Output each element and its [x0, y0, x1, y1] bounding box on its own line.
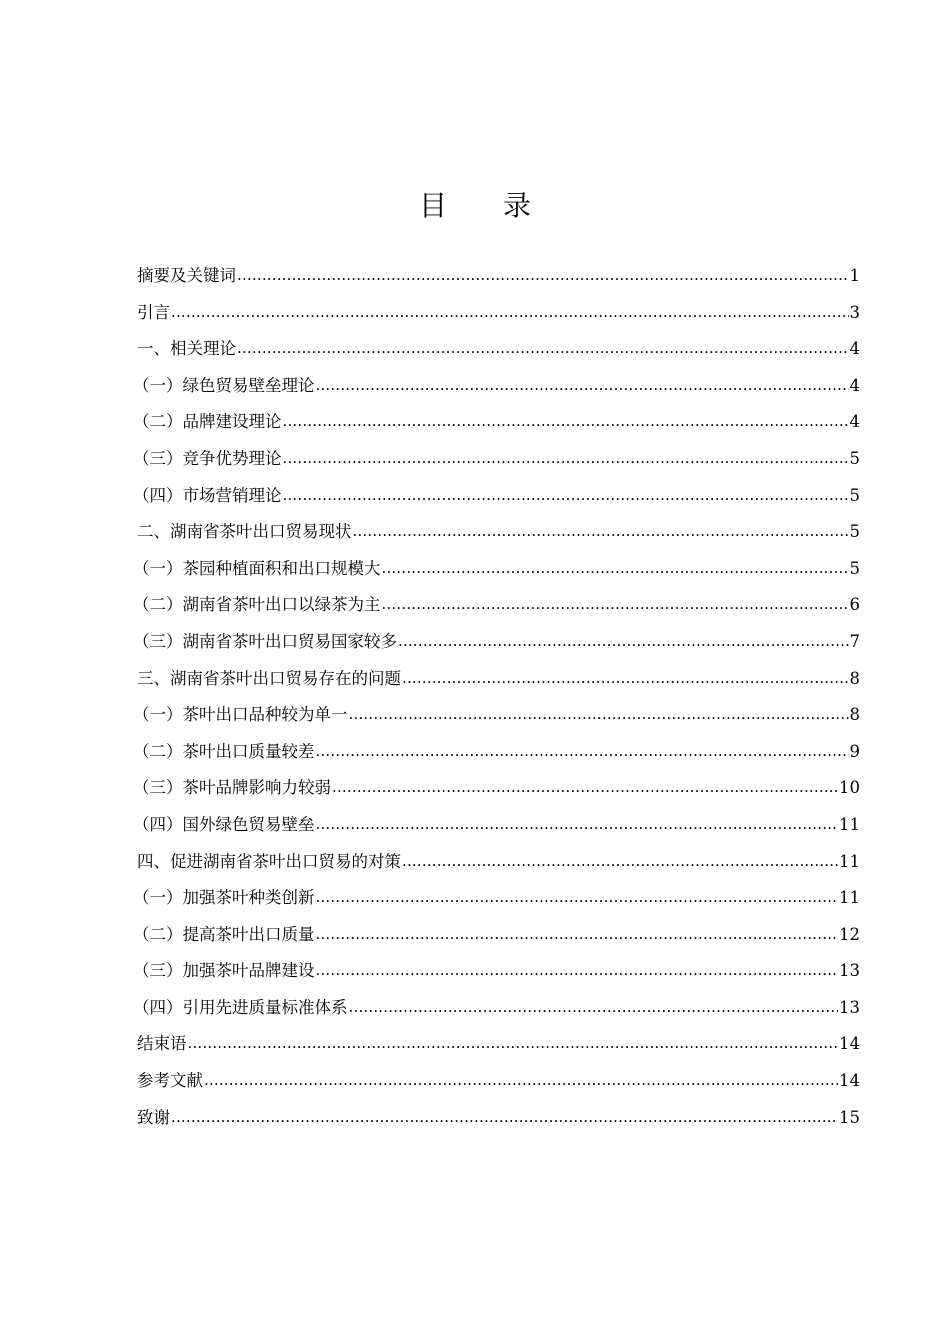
toc-entry-page: 5: [849, 485, 860, 505]
toc-entry-page: 13: [839, 961, 860, 981]
toc-entry-label: （三）湖南省茶叶出口贸易国家较多: [133, 631, 397, 651]
toc-entry-label: （一）茶叶出口品种较为单一: [133, 705, 348, 725]
toc-entry[interactable]: [133, 368, 860, 405]
toc-entry[interactable]: [137, 844, 860, 881]
toc-entry[interactable]: [137, 1100, 860, 1137]
toc-leader-dots: [349, 704, 849, 720]
toc-entry[interactable]: [133, 551, 860, 588]
toc-entry-label: 一、相关理论: [137, 339, 236, 359]
toc-entry-label: （三）竞争优势理论: [133, 448, 282, 468]
toc-entry-page: 15: [839, 1107, 860, 1127]
toc-entry[interactable]: [133, 441, 860, 478]
toc-entry-page: 6: [849, 595, 860, 615]
toc-entry-page: 8: [849, 668, 860, 688]
toc-entry-label: （三）茶叶品牌影响力较弱: [133, 778, 331, 798]
toc-entry-label: （四）引用先进质量标准体系: [133, 997, 348, 1017]
toc-leader-dots: [349, 997, 839, 1013]
toc-leader-dots: [398, 631, 849, 647]
toc-leader-dots: [402, 668, 849, 684]
toc-entry[interactable]: [137, 1063, 860, 1100]
toc-entry-page: 5: [849, 448, 860, 468]
toc-leader-dots: [382, 558, 849, 574]
toc-entry-page: 5: [849, 558, 860, 578]
toc-entry-page: 7: [849, 631, 860, 651]
toc-entry-label: （二）品牌建设理论: [133, 412, 282, 432]
toc-entry-page: 11: [839, 851, 860, 871]
toc-entry-page: 8: [849, 705, 860, 725]
toc-leader-dots: [353, 521, 849, 537]
toc-entry[interactable]: [133, 917, 860, 954]
toc-leader-dots: [316, 960, 839, 976]
toc-entry-label: （二）茶叶出口质量较差: [133, 741, 315, 761]
toc-entry[interactable]: [137, 514, 860, 551]
toc-entry[interactable]: [133, 770, 860, 807]
toc-entry-label: 四、促进湖南省茶叶出口贸易的对策: [137, 851, 401, 871]
toc-leader-dots: [316, 741, 849, 757]
toc-entry-page: 11: [839, 888, 860, 908]
toc-entry-page: 14: [839, 1071, 860, 1091]
toc-title-char-1: 目: [418, 189, 447, 222]
toc-leader-dots: [283, 411, 849, 427]
toc-entry-page: 10: [839, 778, 860, 798]
toc-entry[interactable]: [133, 587, 860, 624]
toc-entry-label: （三）加强茶叶品牌建设: [133, 961, 315, 981]
toc-entry[interactable]: [137, 661, 860, 698]
toc-entry-label: 参考文献: [137, 1071, 203, 1091]
toc-entry-label: （四）市场营销理论: [133, 485, 282, 505]
toc-entry-label: 致谢: [137, 1107, 170, 1127]
toc-leader-dots: [171, 302, 849, 318]
toc-entry-label: （二）湖南省茶叶出口以绿茶为主: [133, 595, 381, 615]
toc-entry[interactable]: [133, 404, 860, 441]
toc-leader-dots: [316, 887, 839, 903]
toc-entry-label: （二）提高茶叶出口质量: [133, 924, 315, 944]
toc-list: [133, 258, 860, 1136]
toc-entry[interactable]: [137, 1026, 860, 1063]
toc-entry-page: 4: [849, 412, 860, 432]
toc-entry[interactable]: [133, 734, 860, 771]
toc-entry[interactable]: [133, 478, 860, 515]
toc-entry[interactable]: [133, 624, 860, 661]
toc-title-char-2: 录: [503, 189, 532, 222]
toc-entry[interactable]: [137, 331, 860, 368]
toc-leader-dots: [283, 448, 849, 464]
toc-leader-dots: [382, 594, 849, 610]
toc-entry-label: （一）茶园种植面积和出口规模大: [133, 558, 381, 578]
toc-leader-dots: [316, 924, 839, 940]
toc-entry-page: 4: [849, 375, 860, 395]
toc-leader-dots: [402, 851, 838, 867]
toc-entry-label: 结束语: [137, 1034, 187, 1054]
toc-entry-page: 14: [839, 1034, 860, 1054]
toc-entry-page: 5: [849, 522, 860, 542]
toc-entry[interactable]: [133, 697, 860, 734]
toc-entry-page: 11: [839, 814, 860, 834]
toc-entry[interactable]: [133, 990, 860, 1027]
toc-entry-page: 3: [849, 302, 860, 322]
toc-leader-dots: [237, 338, 849, 354]
toc-entry[interactable]: [133, 880, 860, 917]
toc-entry[interactable]: [137, 258, 860, 295]
toc-leader-dots: [332, 777, 838, 793]
toc-entry-label: 引言: [137, 302, 170, 322]
toc-leader-dots: [237, 265, 849, 281]
toc-leader-dots: [204, 1070, 838, 1086]
toc-entry-page: 12: [839, 924, 860, 944]
toc-title: [0, 186, 950, 226]
toc-entry-label: 摘要及关键词: [137, 266, 236, 285]
toc-leader-dots: [188, 1033, 839, 1049]
toc-entry-label: （四）国外绿色贸易壁垒: [133, 814, 315, 834]
toc-entry-page: 4: [849, 339, 860, 359]
toc-entry-label: 二、湖南省茶叶出口贸易现状: [137, 522, 352, 542]
toc-entry[interactable]: [137, 295, 860, 332]
toc-entry[interactable]: [133, 953, 860, 990]
toc-leader-dots: [316, 814, 839, 830]
toc-leader-dots: [283, 485, 849, 501]
toc-entry-page: 1: [849, 266, 860, 285]
toc-entry-label: （一）加强茶叶种类创新: [133, 888, 315, 908]
toc-entry-label: （一）绿色贸易壁垒理论: [133, 375, 315, 395]
toc-entry-label: 三、湖南省茶叶出口贸易存在的问题: [137, 668, 401, 688]
toc-leader-dots: [316, 375, 849, 391]
toc-entry[interactable]: [133, 807, 860, 844]
toc-leader-dots: [171, 1107, 838, 1123]
toc-entry-page: 9: [849, 741, 860, 761]
toc-entry-page: 13: [839, 997, 860, 1017]
